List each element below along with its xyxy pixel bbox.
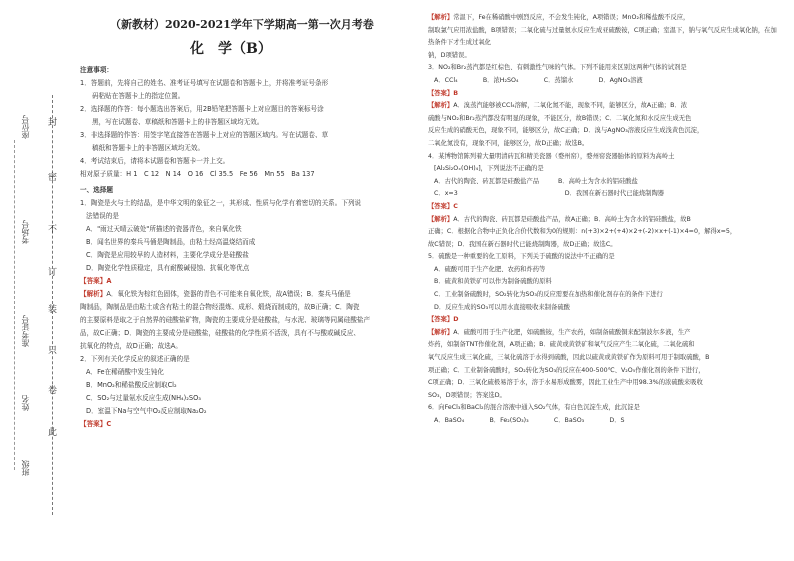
admission-number-label: 准考证号 bbox=[21, 315, 30, 347]
analysis-tag: 【解析】 bbox=[428, 14, 454, 21]
note-line: 码粘贴在答题卡上的指定位置。 bbox=[92, 92, 185, 100]
option-line: A．BaSO₄ B．Fe₂(SO₃)₃ C．BaSO₃ D．S bbox=[434, 417, 625, 424]
analysis-line: 钠，D项错误。 bbox=[428, 51, 471, 59]
note-line: 3．非选择题的作答：用签字笔直接答在答题卡上对应的答题区域内。写在试题卷、草 bbox=[80, 131, 329, 139]
analysis-tag: 【解析】 bbox=[428, 328, 454, 336]
class-label: 班级 bbox=[21, 460, 30, 476]
atomic-mass: 相对原子质量：H 1 C 12 N 14 O 16 Cl 35.5 Fe 56 Mn 55 Ba 137 bbox=[80, 170, 315, 178]
margin-word: 此 bbox=[48, 428, 58, 438]
note-line: 4．考试结束后，请将本试题卷和答题卡一并上交。 bbox=[80, 157, 230, 165]
option-line: B．闻名世界的秦兵马俑是陶制品，由粘土经高温烧结而成 bbox=[86, 238, 256, 246]
note-line: 2．选择题的作答：每小题选出答案后，用2B铅笔把答题卡上对应题目的答案标号涂 bbox=[80, 105, 324, 113]
margin-word: 订 bbox=[48, 268, 58, 278]
option-line: B．硫黄和黄铁矿可以作为制备硫酸的原料 bbox=[434, 278, 552, 286]
analysis-tag: 【解析】 bbox=[80, 290, 107, 298]
margin-word: 装 bbox=[48, 305, 58, 315]
option-line: C．SO₂与过量氨水反应生成(NH₄)₂SO₃ bbox=[86, 394, 201, 402]
question-line: 4．某博物馆陈列着大量明清砖瓦和精美瓷器（婺州窑），婺州窑瓷器胎体的原料为高岭土 bbox=[428, 152, 675, 160]
question-line: 5．硫酸是一种重要的化工原料，下列关于硫酸的说法中不正确的是 bbox=[428, 253, 615, 261]
option-line: C．x=3 D．我国在新石器时代已能烧制陶器 bbox=[434, 190, 665, 198]
margin-word: 卷 bbox=[48, 386, 58, 396]
analysis-line: 【解析】常温下，Fe在稀硝酸中剧烈反应，不会发生钝化，A项错误；MnO₂和稀盐酸不反应， bbox=[428, 14, 690, 21]
note-line: 1．答题前，先将自己的姓名、准考证号填写在试题卷和答题卡上，并将准考证号条形 bbox=[80, 79, 329, 87]
analysis-line: 品，故C正确；D．陶瓷的主要成分是硅酸盐，硅酸盐的化学性质不活泼，具有不与酸或碱反应、 bbox=[80, 329, 361, 337]
question-line: 1．陶瓷是火与土的结晶，是中华文明的象征之一，其形成、性质与化学有着密切的关系。下列说 bbox=[80, 199, 362, 207]
right-column bbox=[428, 12, 778, 428]
exam-title: （新教材）2020-2021学年下学期高一第一次月考卷 bbox=[110, 18, 374, 31]
analysis-line: SO₃，D项错误；答案选D。 bbox=[428, 391, 506, 399]
answer-tag: 【答案】C bbox=[80, 420, 112, 428]
analysis-line: 【解析】A．溴蒸汽能够被CCl₄溶解，二氧化氮不能，现象不同，能够区分，故A正确；B．浓 bbox=[428, 102, 687, 110]
option-line: B．MnO₂和稀盐酸反应制取Cl₂ bbox=[86, 381, 177, 389]
analysis-line: 陶制品，陶制品是由粘土或含有粘土的混合物经混炼、成形、煅烧而制成的，故B正确；C．陶瓷 bbox=[80, 303, 360, 311]
notes-heading: 注意事项： bbox=[80, 66, 113, 74]
binding-line-inner bbox=[14, 140, 15, 470]
question-line: 法错误的是 bbox=[86, 212, 119, 220]
margin-word: 不 bbox=[48, 225, 58, 235]
answer-tag: 【答案】D bbox=[428, 316, 459, 324]
seat-number-label: 座位号 bbox=[21, 115, 30, 139]
subject-title: 化 学（B） bbox=[190, 41, 272, 57]
margin-word: 只 bbox=[48, 346, 58, 356]
analysis-line: 【解析】A．硫酸可用于生产化肥，如硫酸铵，生产农药，如制备硫酸铜来配制波尔多液，生产 bbox=[428, 328, 691, 336]
answer-tag: 【答案】A bbox=[80, 277, 112, 285]
question-line: 6．向FeCl₃和BaCl₂的混合溶液中通入SO₂气体，有白色沉淀生成，此沉淀是 bbox=[428, 404, 640, 412]
option-line: D．陶瓷化学性质稳定，具有耐酸碱侵蚀、抗氧化等优点 bbox=[86, 264, 250, 272]
note-line: 稿纸和答题卡上的非答题区域均无效。 bbox=[92, 144, 205, 152]
analysis-line: 正确；C．根据化合物中正负化合价代数和为0的规则：n(+3)×2+(+4)×2+(-2)×x+(-1)×4=0，解得x=5， bbox=[428, 228, 737, 236]
analysis-line: 二氧化氮没有，现象不同，能够区分，故D正确；故选B。 bbox=[428, 139, 589, 147]
analysis-line: 制取氯气应用浓盐酸，B项错误；二氧化硫与过量氨水反应生成亚硫酸铵，C项正确；室温下，钠与氧气反应生成氧化钠，在加热条件下才生成过氧化 bbox=[428, 26, 777, 47]
analysis-tag: 【解析】 bbox=[428, 102, 454, 110]
answer-tag: 【答案】B bbox=[428, 89, 458, 97]
note-line: 黑，写在试题卷、草稿纸和答题卡上的非答题区域均无效。 bbox=[92, 118, 264, 126]
analysis-line: C项正确；D．三氧化硫极易溶于水，溶于水易形成酸雾，因此工业生产中用98.3%的浓硫酸来吸收 bbox=[428, 379, 703, 387]
option-line: A．古代的陶瓷、砖瓦都是硅酸盐产品 B．高岭土为含水的铝硅酸盐 bbox=[434, 177, 638, 185]
analysis-line: 硫酸与NO₂和Br₂蒸汽都没有明显的现象，不能区分，故B错误；C．二氧化氮和水反应生成无色 bbox=[428, 114, 692, 122]
option-line: A．硫酸可用于生产化肥、农药和炸药等 bbox=[434, 265, 546, 273]
analysis-line: 【解析】A．氧化铁为棕红色固体，瓷器的青色不可能来自氧化铁，故A错误；B．秦兵马俑是 bbox=[80, 290, 351, 298]
analysis-line: 的主要原料是取之于自然界的硅酸盐矿物，陶瓷的主要成分是硅酸盐，与水泥、玻璃等同属硅酸盐产 bbox=[80, 316, 371, 324]
analysis-line: 故C错误；D．我国在新石器时代已能烧制陶器，故D正确；故选C。 bbox=[428, 240, 617, 248]
analysis-line: 【解析】A．古代的陶瓷、砖瓦都是硅酸盐产品，故A正确；B．高岭土为含水的铝硅酸盐，故B bbox=[428, 215, 691, 223]
option-line: A．"雨过天晴云破处"所描述的瓷器青色，来自氧化铁 bbox=[86, 225, 242, 233]
question-line: [Al₂Si₂Oₓ(OH)₄]，下列说法不正确的是 bbox=[434, 165, 544, 173]
section-heading: 一、选择题 bbox=[80, 186, 113, 194]
option-line: C．陶瓷是应用较早的人造材料，主要化学成分是硅酸盐 bbox=[86, 251, 249, 259]
question-line: 2．下列有关化学反应的叙述正确的是 bbox=[80, 355, 190, 363]
question-line: 3．NO₂和Br₂蒸汽都是红棕色、有刺激性气味的气体。下列不能用来区别这两种气体的试剂是 bbox=[428, 64, 687, 72]
option-line: C．工业制备硫酸时，SO₂转化为SO₃的反应需要在加热和催化剂存在的条件下进行 bbox=[434, 291, 663, 299]
analysis-line: 氧气反应生成三氧化硫，三氧化硫溶于水得到硫酸，因此以硫黄或黄铁矿作为原料可用于制取硫酸，B bbox=[428, 354, 710, 362]
answer-tag: 【答案】C bbox=[428, 202, 458, 210]
left-column bbox=[80, 64, 410, 431]
exam-room-label: 考场号 bbox=[21, 220, 30, 244]
option-line: D．反应生成的SO₃可以用水直接吸收来制备硫酸 bbox=[434, 303, 570, 311]
option-line: A．CCl₄ B．浓H₂SO₄ C．蒸馏水 D．AgNO₃溶液 bbox=[434, 76, 643, 84]
analysis-line: 项正确；C．工业制备硫酸时，SO₂转化为SO₃的反应在400-500℃、V₂O₅作催化剂的条件下进行， bbox=[428, 366, 705, 374]
option-line: D．室温下Na与空气中O₂反应制取Na₂O₂ bbox=[86, 407, 207, 415]
margin-word: 密 bbox=[48, 173, 58, 183]
analysis-tag: 【解析】 bbox=[428, 215, 454, 223]
option-line: A．Fe在稀硝酸中发生钝化 bbox=[86, 368, 164, 376]
analysis-line: 炸药，如制备TNT作催化剂，A项正确；B．硫黄或黄铁矿和氧气反应产生二氧化硫，二氧化硫和 bbox=[428, 341, 695, 349]
margin-word: 封 bbox=[48, 118, 58, 128]
analysis-line: 反应生成的硝酸无色，现象不同，能够区分，故C正确；D．溴与AgNO₃溶液反应生成浅黄色沉淀， bbox=[428, 127, 704, 135]
analysis-line: 抗氧化的特点，故D正确；故选A。 bbox=[80, 342, 182, 350]
name-label: 姓名 bbox=[21, 395, 30, 411]
